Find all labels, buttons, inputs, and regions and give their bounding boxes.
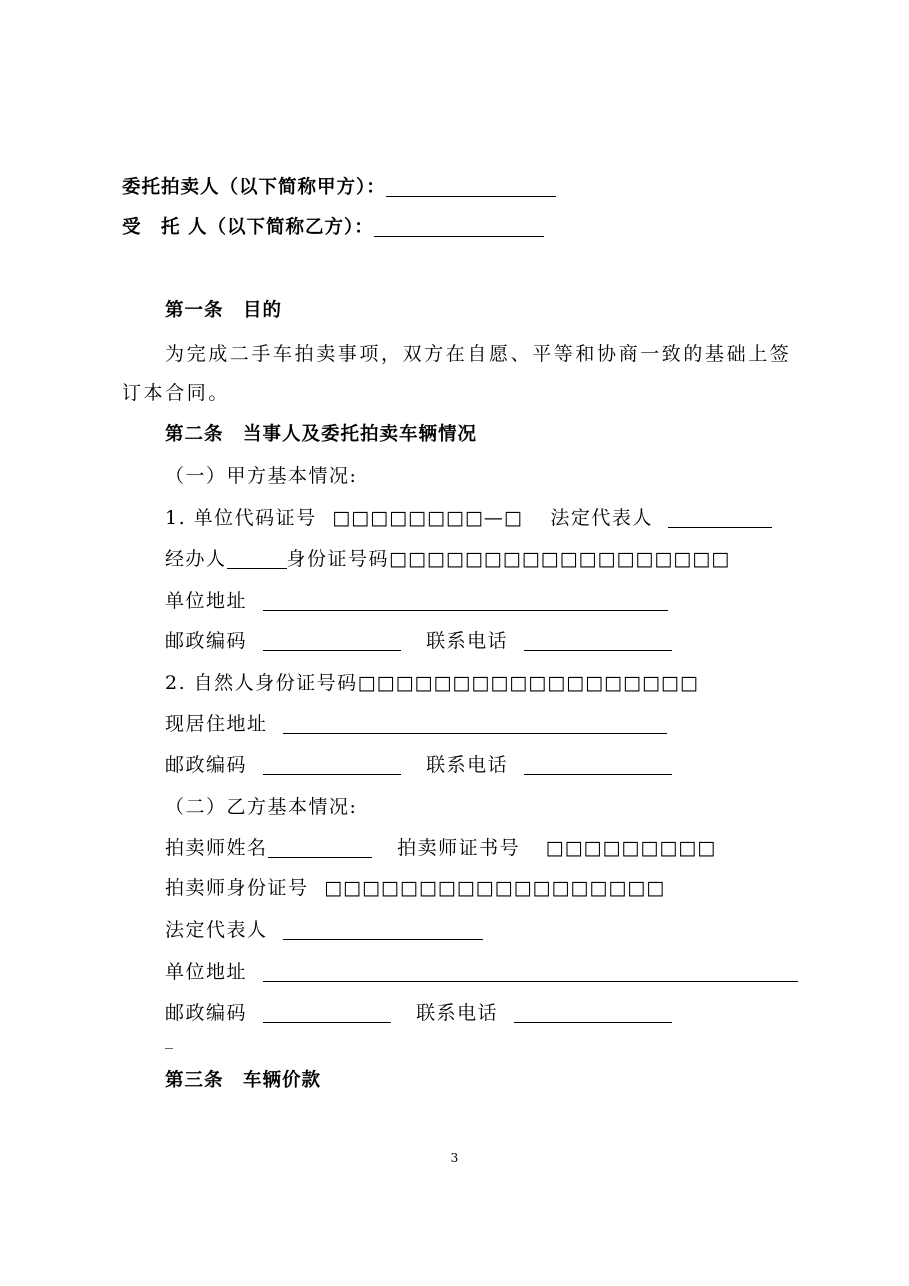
auctioneer-name-blank[interactable] [268, 837, 372, 858]
auctioneer-cert-boxes[interactable]: □□□□□□□□□ [545, 837, 717, 859]
natural-person-id-label: 2. 自然人身份证号码 [165, 672, 358, 694]
auctioneer-cert-label: 拍卖师证书号 [397, 837, 521, 859]
unit-code-boxes[interactable]: □□□□□□□□—□ [332, 507, 523, 529]
auctioneer-name-label: 拍卖师姓名 [165, 837, 268, 859]
current-address-line [165, 712, 667, 736]
legal-rep-label: 法定代表人 [550, 507, 653, 529]
legal-rep-blank-2[interactable] [283, 919, 483, 940]
unit-address-label-2: 单位地址 [165, 961, 248, 983]
legal-rep-line-b [165, 918, 483, 942]
phone-label: 联系电话 [426, 630, 509, 652]
postal-code-label: 邮政编码 [165, 630, 248, 652]
auctioneer-id-line [165, 876, 665, 900]
unit-address-line [165, 589, 668, 613]
id-number-boxes[interactable]: □□□□□□□□□□□□□□□□□□ [389, 548, 731, 570]
unit-address-blank-2[interactable] [263, 961, 798, 982]
section-b-heading: （二）乙方基本情况: [165, 796, 358, 818]
party-a-line [122, 176, 556, 200]
party-b-line [122, 216, 544, 240]
postal-code-blank-2[interactable] [263, 754, 401, 775]
agent-label: 经办人 [165, 548, 227, 570]
phone-blank[interactable] [524, 630, 672, 651]
party-b-label: 受 托 人（以下简称乙方）： [122, 217, 374, 238]
natural-person-id-line [165, 671, 699, 695]
current-address-label: 现居住地址 [165, 713, 268, 735]
phone-blank-3[interactable] [514, 1002, 672, 1023]
unit-code-label: 1. 单位代码证号 [165, 507, 317, 529]
postal-code-label-2: 邮政编码 [165, 754, 248, 776]
phone-label-3: 联系电话 [416, 1002, 499, 1024]
party-a-label: 委托拍卖人（以下简称甲方）： [122, 177, 386, 198]
postal-code-blank[interactable] [263, 630, 401, 651]
postal-code-label-3: 邮政编码 [165, 1002, 248, 1024]
postal-code-blank-3[interactable] [263, 1002, 391, 1023]
auctioneer-id-boxes[interactable]: □□□□□□□□□□□□□□□□□□ [324, 877, 666, 899]
phone-label-2: 联系电话 [426, 754, 509, 776]
article1-body-line2: 订本合同。 [122, 382, 231, 404]
unit-address-blank[interactable] [263, 590, 668, 611]
agent-line [165, 547, 730, 571]
stray-mark: _ [165, 1030, 175, 1049]
current-address-blank[interactable] [283, 713, 667, 734]
unit-address-line-b [165, 960, 798, 984]
legal-rep-label-2: 法定代表人 [165, 919, 268, 941]
unit-code-line [165, 506, 772, 530]
phone-blank-2[interactable] [524, 754, 672, 775]
article3-title: 第三条 车辆价款 [165, 1070, 322, 1091]
party-b-blank[interactable] [374, 216, 544, 237]
auctioneer-name-line [165, 836, 716, 860]
legal-rep-blank[interactable] [668, 507, 772, 528]
auctioneer-id-label: 拍卖师身份证号 [165, 877, 309, 899]
party-a-blank[interactable] [386, 176, 556, 197]
postal-phone-line-c [165, 1001, 672, 1025]
postal-phone-line-b [165, 753, 672, 777]
postal-phone-line-a [165, 629, 672, 653]
article2-title: 第二条 当事人及委托拍卖车辆情况 [165, 424, 478, 445]
page-number: 3 [450, 1151, 459, 1165]
unit-address-label: 单位地址 [165, 590, 248, 612]
id-number-label: 身份证号码 [286, 548, 390, 570]
article1-body-line1: 为完成二手车拍卖事项，双方在自愿、平等和协商一致的基础上签 [165, 343, 792, 365]
section-a-heading: （一）甲方基本情况: [165, 465, 358, 487]
agent-blank[interactable] [227, 548, 287, 569]
natural-person-id-boxes[interactable]: □□□□□□□□□□□□□□□□□□ [357, 672, 699, 694]
article1-title: 第一条 目的 [165, 300, 283, 321]
